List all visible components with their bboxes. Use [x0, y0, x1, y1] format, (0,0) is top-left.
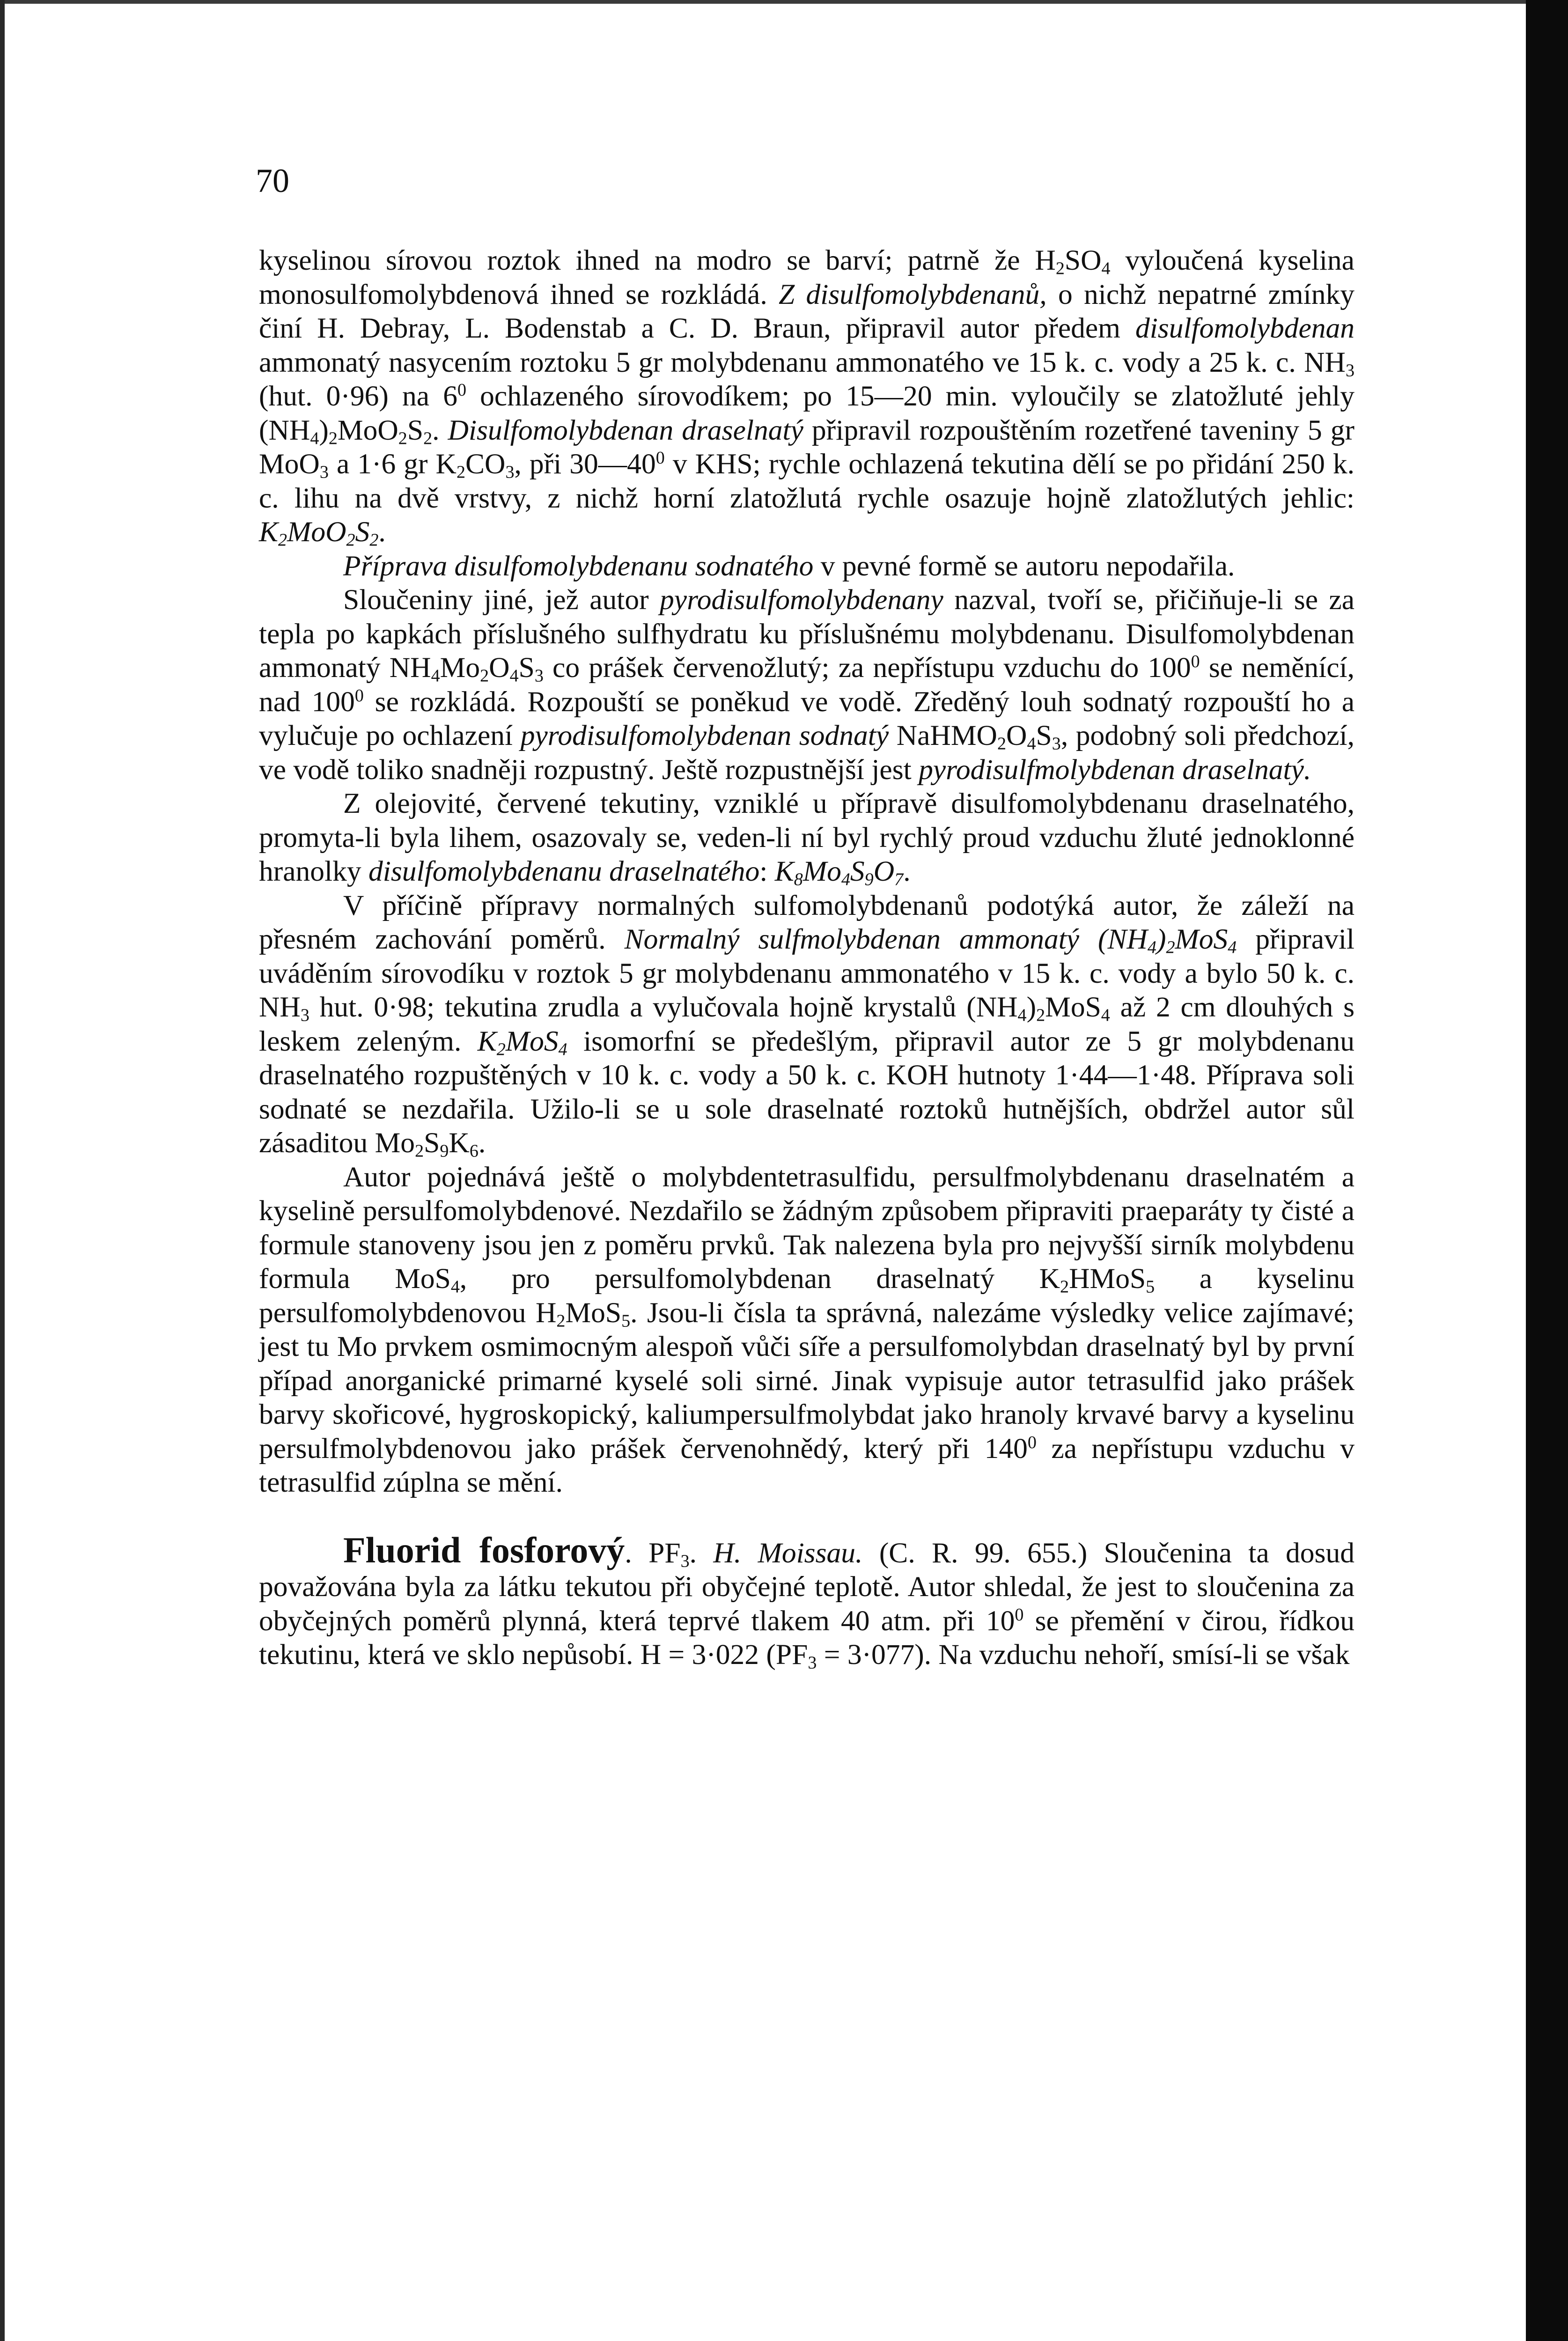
text-run: (hut. 0·96) na 6 [259, 380, 457, 412]
subscript: 3 [1052, 734, 1061, 754]
text-run: S [518, 652, 535, 684]
text-run: S [424, 1127, 440, 1159]
text-run: a kyselinu persulfomolybdenovou H [259, 1263, 1355, 1329]
text-run: MoS [565, 1296, 622, 1329]
italic-formula [774, 855, 904, 890]
italic-term: pyrodisulfmolybdenan draselnatý. [919, 753, 1311, 786]
subscript: 2 [1055, 258, 1065, 279]
superscript: 0 [457, 380, 467, 400]
text-run: se přemění v čirou, řídkou tekutinu, která ve sklo nepůsobí. H [259, 1605, 1355, 1671]
subscript: 3 [319, 462, 329, 482]
italic-term: pyrodisulfomolybdenany [660, 584, 943, 616]
body-text [259, 243, 1355, 1672]
text-run: vyloučená kyselina monosulfomolybdenová ihned se rozkládá. [259, 244, 1355, 310]
subscript: 5 [621, 1311, 631, 1331]
text-run: připravil uváděním sírovodíku v roztok 5 gr molybdenanu ammonatého v 15 k. c. vody a bylo 50 k. c. NH [259, 923, 1355, 1023]
subscript: 3 [1345, 361, 1355, 381]
subscript: 3 [680, 1551, 690, 1571]
paragraph-1 [259, 243, 1355, 549]
paragraph-2 [259, 549, 1355, 583]
text-run: HMoS [1069, 1263, 1146, 1295]
text-run: ) [319, 414, 329, 446]
text-run: K [774, 855, 794, 887]
text-run: O [873, 855, 895, 887]
superscript: 0 [1191, 652, 1200, 672]
text-run: isomorfní se předešlým, připravil autor ze 5 gr molybdenanu draselnatého rozpuštěných v 10 k. c. vody a 50 k. c. KOH hutnoty 1·44—1·48. Příprava soli sodnaté se nezdařila. Užilo-li se u sole draselnaté roztoků hutnějších, obdržel autor sůl zásaditou Mo [259, 1025, 1355, 1159]
text-run: . [432, 414, 448, 446]
text-run: O [1006, 720, 1027, 751]
text-run: , pro persulfomolybdenan draselnatý K [459, 1263, 1060, 1295]
equals-sign: = [824, 1639, 840, 1671]
italic-formula [259, 516, 378, 548]
subscript: 2 [328, 428, 338, 449]
text-run: Mo [802, 855, 841, 887]
subscript: 7 [894, 869, 904, 890]
text-run: Mo [440, 652, 480, 684]
italic-term: disulfomolybdenan [1135, 312, 1355, 344]
subscript: 4 [841, 869, 850, 890]
text-run: K [477, 1025, 497, 1057]
subscript: 9 [440, 1141, 449, 1161]
text-run: kyselinou sírovou roztok ihned na modro se barví; patrně že H [259, 244, 1056, 276]
superscript: 0 [354, 685, 364, 706]
subscript: 2 [346, 530, 355, 550]
text-run: CO [465, 448, 506, 480]
text-run: ochlazeného sírovodíkem; po 15—20 min. vyloučily se zlatožluté jehly (NH [259, 380, 1355, 446]
subscript: 4 [310, 428, 319, 449]
text-run: , při 30—40 [514, 448, 656, 480]
text-run: MoO [287, 516, 346, 548]
text-run: Normalný sulfmolybdenan ammonatý (NH [624, 923, 1148, 955]
text-run: (C. R. 99. 655.) Sloučenina ta dosud považována byla za látku tekutou při obyčejné teplotě. Autor shledal, že jest to sloučenina za obyčejných poměrů plynná, která teprvé tlakem 40 atm. při 10 [259, 1537, 1355, 1637]
subscript: 2 [369, 530, 379, 550]
subscript: 4 [1101, 258, 1111, 279]
subscript: 3 [534, 666, 544, 686]
text-run: hut. 0·98; tekutina zrudla a vylučovala hojně krystalů (NH [309, 991, 1018, 1023]
subscript: 4 [431, 666, 440, 686]
subscript: 2 [496, 1039, 506, 1060]
subscript: 6 [469, 1141, 478, 1161]
subscript: 2 [415, 1141, 424, 1161]
subscript: 3 [505, 462, 515, 482]
paragraph-fluorid-fosforovy [259, 1529, 1355, 1673]
text-run: . [689, 1537, 714, 1569]
text-run: K [449, 1127, 470, 1159]
text-run: MoS [1175, 923, 1228, 955]
section-heading: Fluorid fosforový [343, 1529, 625, 1570]
subscript: 2 [1060, 1277, 1069, 1297]
italic-term: Disulfomolybdenan draselnatý [448, 414, 803, 446]
text-run: : [759, 855, 775, 887]
subscript: 4 [1147, 937, 1156, 957]
subscript: 4 [1027, 734, 1036, 754]
text-run: . PF [625, 1537, 681, 1569]
subscript: 4 [1101, 1005, 1110, 1025]
subscript: 3 [808, 1653, 817, 1673]
subscript: 4 [1228, 937, 1237, 957]
scan-edge-top [0, 0, 1568, 4]
subscript: 2 [456, 462, 465, 482]
text-run: NaHMO [889, 720, 997, 751]
subscript: 3 [300, 1005, 309, 1025]
paragraph-5 [259, 889, 1355, 1160]
text-run: S [355, 516, 370, 548]
text-run: ammonatý nasycením roztoku 5 gr molybdenanu ammonatého ve 15 k. c. vody a 25 k. c. NH [259, 346, 1346, 378]
subscript: 2 [423, 428, 433, 449]
text-run: a 1·6 gr K [328, 448, 456, 480]
text-run: se rozkládá. Rozpouští se poněkud ve vodě. Zředěný louh sodnatý rozpouští ho a vylučuje po ochlazení [259, 685, 1355, 751]
text-run: se neměnící, nad 100 [259, 652, 1355, 718]
subscript: 2 [997, 734, 1007, 754]
text-run: MoS [1045, 991, 1101, 1023]
italic-term [625, 923, 1237, 955]
subscript: 4 [1017, 1005, 1027, 1025]
text-run: . [478, 1127, 486, 1159]
subscript: 2 [398, 428, 407, 449]
scan-edge-left [0, 0, 5, 2341]
text-run: V příčině přípravy normalných sulfomolybdenanů podotýká autor, že záleží na přesném zachování poměrů. [259, 889, 1355, 955]
equals-sign: = [668, 1639, 685, 1671]
text-run: ) [1156, 923, 1166, 955]
paragraph-3 [259, 583, 1355, 787]
subscript: 5 [1146, 1277, 1155, 1297]
italic-term: pyrodisulfomolybdenan sodnatý [520, 720, 889, 751]
text-run: . Jsou-li čísla ta správná, nalezáme výsledky velice zajímavé; jest tu Mo prvkem osmimocným alespoň vůči síře a persulfomolybdan draselnatý byl by první případ anorganické primarné kyselé soli sirné. Jinak vypisuje autor tetrasulfid jako prášek barvy skořicové, hygroskopický, kaliumpersulfmolybdat jako hranoly krvavé barvy a kyselinu persulfmolybdenovou jako prášek červenohnědý, který při 140 [259, 1296, 1355, 1465]
subscript: 2 [1166, 937, 1175, 957]
text-run: co prášek červenožlutý; za nepřístupu vzduchu do 100 [543, 652, 1191, 684]
text-run: MoO [337, 414, 398, 446]
text-run: O [489, 652, 510, 684]
text-run [817, 1639, 824, 1671]
superscript: 0 [1015, 1605, 1024, 1625]
superscript: 0 [1027, 1432, 1037, 1452]
text-run: v KHS; rychle ochlazená tekutina dělí se po přidání 250 k. c. lihu na dvě vrstvy, z nichž horní zlatožlutá rychle osazuje hojně zlatožlutých jehlic: [259, 448, 1355, 514]
author-name: H. Moissau. [713, 1537, 863, 1569]
subscript: 4 [509, 666, 519, 686]
text-run: Sloučeniny jiné, jež autor [343, 584, 660, 616]
scan-edge-right [1526, 0, 1568, 2341]
paragraph-6 [259, 1160, 1355, 1500]
italic-term: Z disulfomolybdenanů, [779, 278, 1047, 310]
subscript: 2 [480, 666, 489, 686]
text-run: S [1036, 720, 1052, 751]
text-run: , podobný soli předchozí, ve vodě toliko snadněji rozpustný. Ještě rozpustnější jest [259, 720, 1355, 786]
paragraph-4 [259, 787, 1355, 889]
text-run: SO [1064, 244, 1102, 276]
text-run: Autor pojednává ještě o molybdentetrasulfidu, persulfmolybdenanu draselnatém a kyselině persulfomolybdenové. Nezdařilo se žádným způsobem připraviti praeparáty ty čisté a formule stanoveny jsou jen z poměru prvků. Tak nalezena byla pro nejvyšší sirník molybdenu formula MoS [259, 1161, 1355, 1295]
text-run: 3·077). Na vzduchu nehoří, smísí-li se však [840, 1639, 1350, 1671]
text-run: ) [1026, 991, 1037, 1023]
text-run: 3·022 (PF [685, 1639, 808, 1671]
text-run: nazval, tvoří se, přičiňuje-li se za tepla po kapkách příslušného sulfhydratu ku příslušnému molybdenanu. Disulfomolybdenan ammonatý NH [259, 584, 1355, 684]
text-run: Z olejovité, červené tekutiny, vzniklé u přípravě disulfomolybdenanu draselnatého, promyta-li byla lihem, osazovaly se, veden-li ní byl rychlý proud vzduchu žluté jednoklonné hranolky [259, 788, 1355, 887]
superscript: 0 [655, 448, 665, 468]
page-number: 70 [256, 162, 289, 199]
text-run: až 2 cm dlouhých s leskem zeleným. [259, 991, 1355, 1057]
subscript: 4 [558, 1039, 567, 1060]
subscript: 2 [556, 1311, 566, 1331]
subscript: 4 [450, 1277, 460, 1297]
text-run: S [850, 855, 865, 887]
italic-term: Příprava disulfomolybdenanu sodnatého [343, 550, 814, 582]
text-run: za nepřístupu vzduchu v tetrasulfid zúplna se mění. [259, 1432, 1355, 1498]
subscript: 2 [1036, 1005, 1045, 1025]
text-run: K [259, 516, 279, 548]
subscript: 2 [278, 530, 287, 550]
text-run: v pevné formě se autoru nepodařila. [813, 550, 1235, 582]
text-run: připravil rozpouštěním rozetřené taveniny 5 gr MoO [259, 414, 1355, 480]
text-run: MoS [505, 1025, 559, 1057]
subscript: 9 [864, 869, 874, 890]
text-run: . [378, 516, 386, 548]
italic-term: disulfomolybdenanu draselnatého [368, 855, 760, 887]
text-run: o nichž nepatrné zmínky činí H. Debray, L. Bodenstab a C. D. Braun, připravil autor předem [259, 278, 1355, 344]
subscript: 8 [794, 869, 803, 890]
text-run: . [903, 855, 911, 887]
text-run: S [407, 414, 424, 446]
italic-formula [477, 1025, 567, 1060]
